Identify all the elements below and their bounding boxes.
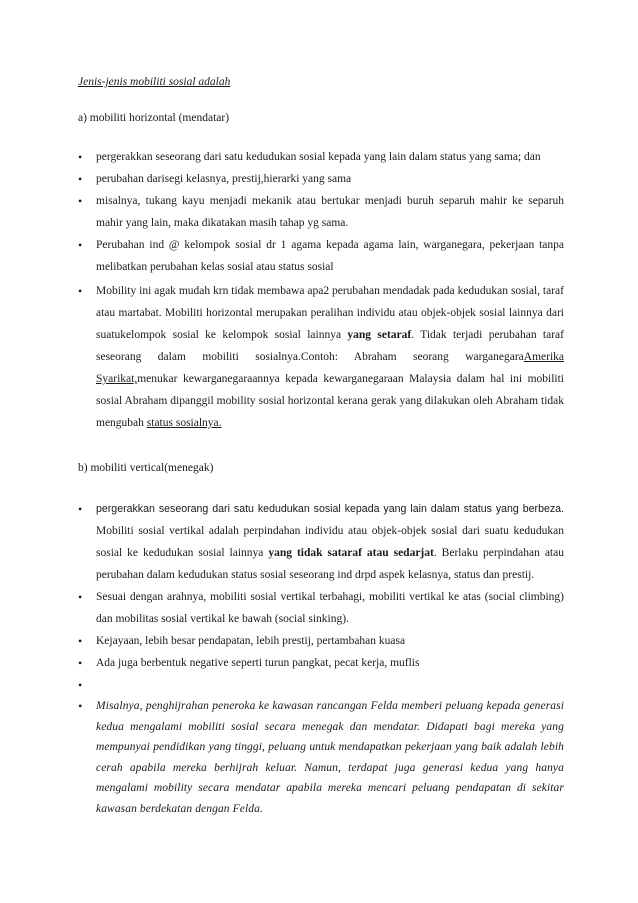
item-text: pergerakkan seseorang dari satu kedudukan sosial kepada yang lain dalam status yang berbeza.	[96, 503, 564, 515]
underlined-text: status sosialnya.	[146, 417, 222, 429]
section-a-list	[78, 146, 564, 434]
list-item: • perubahan darisegi kelasnya, prestij,hierarki yang sama	[78, 168, 564, 190]
item-text: . Berlaku perpindahan atau perubahan dalam kedudukan status sosial seseorang ind drpd aspek kelasnya, status dan prestij.	[96, 547, 564, 581]
empty-list-item	[78, 674, 564, 696]
list-item: • Sesuai dengan arahnya, mobiliti sosial vertikal terbahagi, mobiliti vertikal ke atas (social climbing) dan mobilitas sosial vertikal ke bawah (social sinking).	[78, 586, 564, 630]
document-title: Jenis-jenis mobiliti sosial adalah	[78, 76, 231, 88]
list-item	[78, 498, 564, 586]
list-item: • misalnya, tukang kayu menjadi mekanik atau bertukar menjadi buruh separuh mahir ke separuh mahir yang lain, maka dikatakan masih tahap yg sama.	[78, 190, 564, 234]
list-item: • Kejayaan, lebih besar pendapatan, lebih prestij, pertambahan kuasa	[78, 630, 564, 652]
list-item: • Misalnya, penghijrahan peneroka ke kawasan rancangan Felda memberi peluang kepada generasi kedua mengalami mobiliti sosial secara menegak dan mendatar. Didapati bagi mereka yang mempunyai pendidikan yang tinggi, peluang untuk mendapatkan pekerjaan yang baik adalah lebih cerah apabila mereka berhijrah keluar. Namun, terdapat juga generasi kedua yang hanya mengalami mobility secara mendatar apabila mereka mencari peluang pendapatan di sekitar kawasan berdekatan dengan Felda.	[78, 696, 564, 819]
list-item: • pergerakkan seseorang dari satu kedudukan sosial kepada yang lain dalam status yang sama; dan	[78, 146, 564, 168]
item-text: menukar kewarganegaraannya kepada kewarganegaraan Malaysia dalam hal ini mobiliti sosial Abraham dipanggil mobility sosial horizontal kerana gerak yang dilakukan oleh Abraham tidak mengubah	[96, 373, 564, 429]
emphasis-text: yang tidak sataraf atau sedarjat	[268, 547, 434, 559]
list-item: • Ada juga berbentuk negative seperti turun pangkat, pecat kerja, muflis	[78, 652, 564, 674]
item-text: . Tidak terjadi perubahan taraf seseorang dalam mobiliti sosialnya.Contoh: Abraham seorang warganegara	[96, 329, 564, 363]
list-item: • Perubahan ind @ kelompok sosial dr 1 agama kepada agama lain, warganegara, pekerjaan tanpa melibatkan perubahan kelas sosial atau status sosial	[78, 234, 564, 278]
emphasis-text: yang setaraf	[347, 329, 412, 341]
item-text: Mobility ini agak mudah krn tidak membawa apa2 perubahan mendadak pada kedudukan sosial, taraf atau martabat. Mobiliti horizontal merupakan peralihan individu atau objek-objek sosial lainnya dari suatukelompok sosial ke kelompok sosial lainnya	[96, 285, 564, 341]
underlined-text: Amerika Syarikat,	[96, 351, 564, 385]
list-item	[78, 280, 564, 434]
section-b-heading: b) mobiliti vertical(menegak)	[78, 462, 214, 474]
item-text: Mobiliti sosial vertikal adalah perpindahan individu atau objek-objek sosial dari suatu kedudukan sosial ke kedudukan sosial lainnya	[96, 525, 564, 559]
section-a-heading: a) mobiliti horizontal (mendatar)	[78, 112, 230, 124]
section-b-list	[78, 498, 564, 819]
